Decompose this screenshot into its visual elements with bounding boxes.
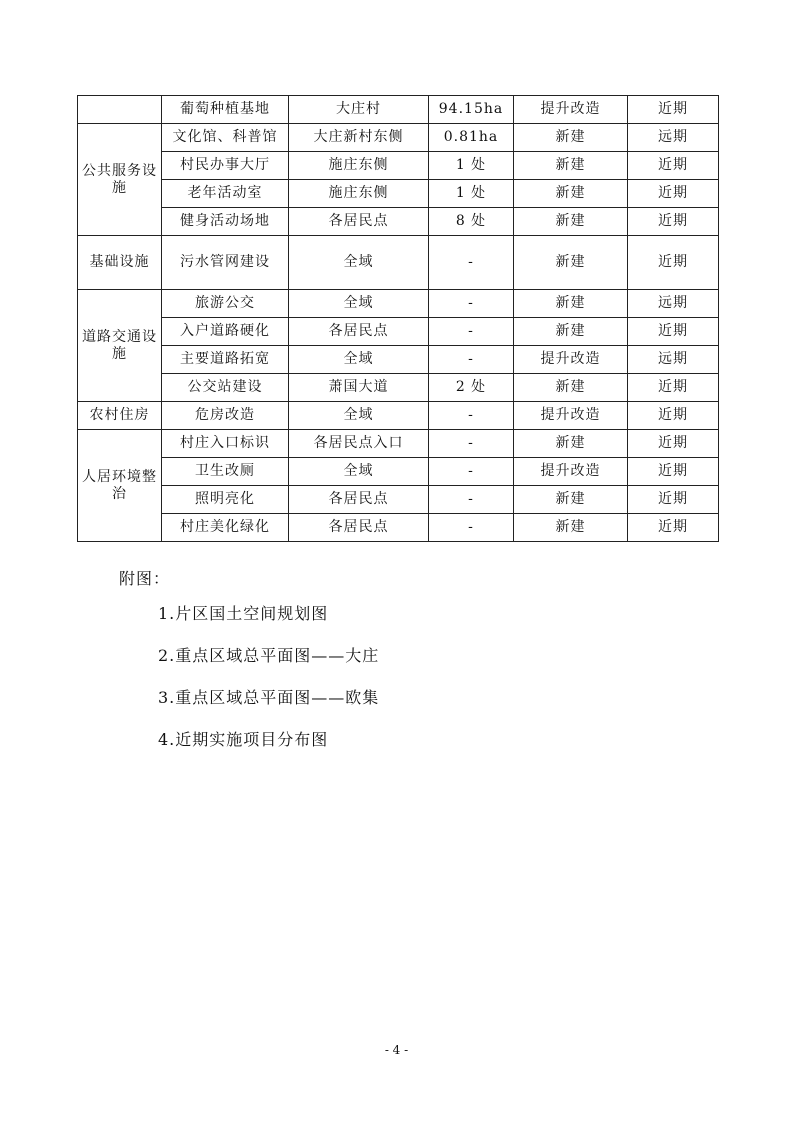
location-cell: 全域 — [289, 236, 429, 290]
period-cell: 近期 — [628, 208, 719, 236]
scale-cell: - — [429, 236, 514, 290]
type-cell: 新建 — [514, 152, 628, 180]
location-cell: 各居民点 — [289, 486, 429, 514]
table-row — [78, 318, 719, 346]
appendix-title: 附图： — [119, 569, 171, 588]
project-name-cell: 村庄美化绿化 — [162, 514, 289, 542]
location-cell: 各居民点 — [289, 208, 429, 236]
category-cell: 公共服务设施 — [78, 124, 162, 236]
period-cell: 近期 — [628, 236, 719, 290]
type-cell: 新建 — [514, 208, 628, 236]
type-cell: 新建 — [514, 290, 628, 318]
category-cell — [78, 96, 162, 124]
table-row — [78, 346, 719, 374]
period-cell: 远期 — [628, 290, 719, 318]
scale-cell: - — [429, 318, 514, 346]
location-cell: 全域 — [289, 458, 429, 486]
table-row — [78, 236, 719, 290]
project-name-cell: 污水管网建设 — [162, 236, 289, 290]
scale-cell: 2 处 — [429, 374, 514, 402]
table-row — [78, 290, 719, 318]
period-cell: 远期 — [628, 346, 719, 374]
location-cell: 施庄东侧 — [289, 180, 429, 208]
appendix-item: 4.近期实施项目分布图 — [158, 730, 329, 749]
project-name-cell: 照明亮化 — [162, 486, 289, 514]
table-row — [78, 180, 719, 208]
type-cell: 新建 — [514, 236, 628, 290]
project-name-cell: 公交站建设 — [162, 374, 289, 402]
table-row — [78, 514, 719, 542]
type-cell: 新建 — [514, 374, 628, 402]
scale-cell: 8 处 — [429, 208, 514, 236]
location-cell: 各居民点 — [289, 318, 429, 346]
scale-cell: - — [429, 514, 514, 542]
scale-cell: 0.81ha — [429, 124, 514, 152]
project-name-cell: 主要道路拓宽 — [162, 346, 289, 374]
appendix-list — [158, 604, 379, 772]
table-row — [78, 486, 719, 514]
location-cell: 施庄东侧 — [289, 152, 429, 180]
project-name-cell: 村民办事大厅 — [162, 152, 289, 180]
type-cell: 提升改造 — [514, 96, 628, 124]
appendix-item: 3.重点区域总平面图——欧集 — [158, 688, 380, 707]
period-cell: 近期 — [628, 402, 719, 430]
table-row — [78, 402, 719, 430]
scale-cell: - — [429, 346, 514, 374]
category-cell: 基础设施 — [78, 236, 162, 290]
table-row — [78, 152, 719, 180]
table-row — [78, 124, 719, 152]
project-table-body — [78, 96, 719, 542]
location-cell: 大庄新村东侧 — [289, 124, 429, 152]
period-cell: 近期 — [628, 458, 719, 486]
type-cell: 提升改造 — [514, 458, 628, 486]
scale-cell: 1 处 — [429, 152, 514, 180]
table-row — [78, 96, 719, 124]
table-row — [78, 430, 719, 458]
category-cell: 人居环境整治 — [78, 430, 162, 542]
period-cell: 近期 — [628, 374, 719, 402]
type-cell: 提升改造 — [514, 402, 628, 430]
page-number: - 4 - — [384, 1043, 409, 1057]
table-row — [78, 208, 719, 236]
category-cell: 道路交通设施 — [78, 290, 162, 402]
project-name-cell: 村庄入口标识 — [162, 430, 289, 458]
project-name-cell: 葡萄种植基地 — [162, 96, 289, 124]
period-cell: 近期 — [628, 514, 719, 542]
category-cell: 农村住房 — [78, 402, 162, 430]
location-cell: 大庄村 — [289, 96, 429, 124]
scale-cell: - — [429, 430, 514, 458]
period-cell: 近期 — [628, 180, 719, 208]
type-cell: 提升改造 — [514, 346, 628, 374]
scale-cell: - — [429, 290, 514, 318]
type-cell: 新建 — [514, 124, 628, 152]
type-cell: 新建 — [514, 430, 628, 458]
type-cell: 新建 — [514, 180, 628, 208]
period-cell: 近期 — [628, 152, 719, 180]
scale-cell: - — [429, 402, 514, 430]
scale-cell: - — [429, 458, 514, 486]
project-table — [77, 95, 719, 542]
period-cell: 近期 — [628, 430, 719, 458]
scale-cell: 1 处 — [429, 180, 514, 208]
location-cell: 各居民点入口 — [289, 430, 429, 458]
project-name-cell: 卫生改厕 — [162, 458, 289, 486]
scale-cell: - — [429, 486, 514, 514]
appendix-item: 2.重点区域总平面图——大庄 — [158, 646, 380, 665]
table-row — [78, 374, 719, 402]
appendix-item: 1.片区国土空间规划图 — [158, 604, 329, 623]
type-cell: 新建 — [514, 514, 628, 542]
type-cell: 新建 — [514, 318, 628, 346]
project-name-cell: 入户道路硬化 — [162, 318, 289, 346]
location-cell: 全域 — [289, 290, 429, 318]
project-name-cell: 文化馆、科普馆 — [162, 124, 289, 152]
period-cell: 远期 — [628, 124, 719, 152]
period-cell: 近期 — [628, 486, 719, 514]
project-name-cell: 老年活动室 — [162, 180, 289, 208]
project-name-cell: 危房改造 — [162, 402, 289, 430]
location-cell: 各居民点 — [289, 514, 429, 542]
project-name-cell: 健身活动场地 — [162, 208, 289, 236]
table-row — [78, 458, 719, 486]
scale-cell: 94.15ha — [429, 96, 514, 124]
project-name-cell: 旅游公交 — [162, 290, 289, 318]
location-cell: 全域 — [289, 346, 429, 374]
period-cell: 近期 — [628, 96, 719, 124]
type-cell: 新建 — [514, 486, 628, 514]
period-cell: 近期 — [628, 318, 719, 346]
location-cell: 萧国大道 — [289, 374, 429, 402]
location-cell: 全域 — [289, 402, 429, 430]
